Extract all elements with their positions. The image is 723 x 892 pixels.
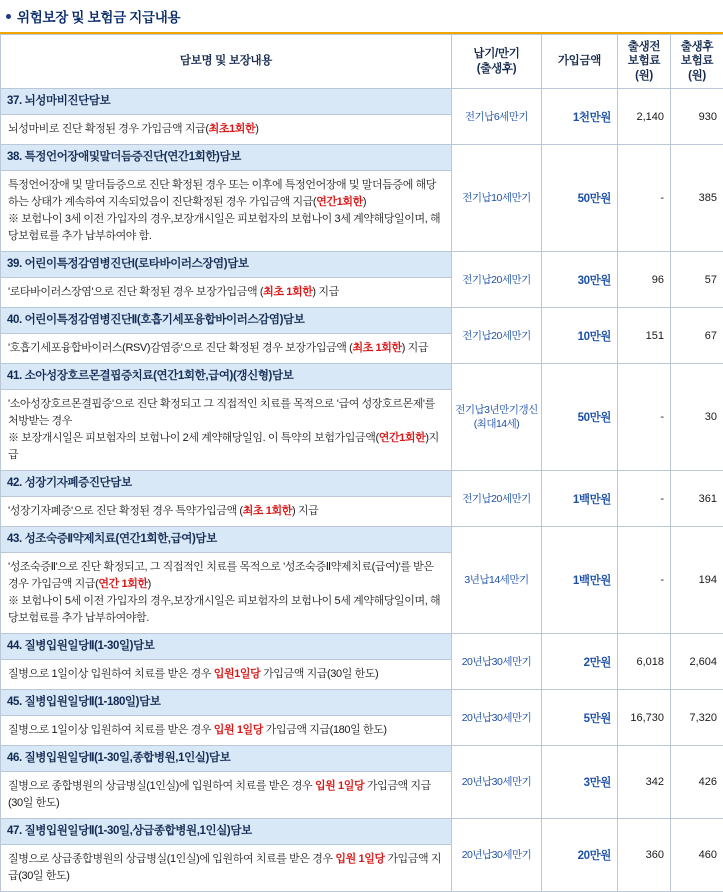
table-row bbox=[1, 746, 723, 772]
page-title: 위험보장 및 보험금 지급내용 bbox=[17, 6, 180, 26]
coverage-title: 47. 질병입원일당Ⅱ(1-30일,상급종합병원,1인실)담보 bbox=[1, 819, 452, 845]
premium-postbirth: 57 bbox=[671, 252, 723, 308]
coverage-description: '성조숙증Ⅱ'으로 진단 확정되고, 그 직접적인 치료를 목적으로 '성조숙증Ⅱ약제치료(급여)'를 받은 경우 가입금액 지급(연간 1회한) ※ 보험나이 5세 이전 가입자의 경우,보장개시일은 피보험자의 보험나이 5세 계약해당일이며, 해당보험료를 추가 납부하여야함. bbox=[1, 553, 452, 634]
coverage-amount: 1천만원 bbox=[542, 89, 618, 145]
coverage-description: 질병으로 상급종합병원의 상급병실(1인실)에 입원하여 치료를 받은 경우 입원 1일당 가입금액 지급(30일 한도) bbox=[1, 845, 452, 892]
coverage-description: '로타바이러스장염'으로 진단 확정된 경우 보장가입금액 (최초 1회한) 지급 bbox=[1, 278, 452, 308]
premium-postbirth: 930 bbox=[671, 89, 723, 145]
bullet-icon bbox=[6, 14, 11, 19]
table-row bbox=[1, 89, 723, 115]
coverage-description: 질병으로 1일이상 입원하여 치료를 받은 경우 입원1일당 가입금액 지급(30일 한도) bbox=[1, 660, 452, 690]
premium-postbirth: 426 bbox=[671, 746, 723, 819]
section-title-bar bbox=[0, 0, 723, 34]
coverage-term: 전기납6세만기 bbox=[452, 89, 542, 145]
premium-prebirth: - bbox=[618, 145, 671, 252]
coverage-amount: 1백만원 bbox=[542, 527, 618, 634]
coverage-rows bbox=[1, 89, 723, 892]
col-header-amount: 가입금액 bbox=[542, 35, 618, 89]
coverage-term: 20년납30세만기 bbox=[452, 746, 542, 819]
premium-prebirth: 96 bbox=[618, 252, 671, 308]
coverage-term: 전기납20세만기 bbox=[452, 252, 542, 308]
coverage-term: 전기납3년만기갱신 (최대14세) bbox=[452, 364, 542, 471]
table-row bbox=[1, 364, 723, 390]
coverage-title: 41. 소아성장호르몬결핍증치료(연간1회한,급여)(갱신형)담보 bbox=[1, 364, 452, 390]
table-row bbox=[1, 308, 723, 334]
coverage-description: 뇌성마비로 진단 확정된 경우 가입금액 지급(최초1회한) bbox=[1, 115, 452, 145]
coverage-title: 43. 성조숙증Ⅱ약제치료(연간1회한,급여)담보 bbox=[1, 527, 452, 553]
table-row bbox=[1, 252, 723, 278]
coverage-description: '호흡기세포융합바이러스(RSV)감염증'으로 진단 확정된 경우 보장가입금액 (최초 1회한) 지급 bbox=[1, 334, 452, 364]
premium-postbirth: 30 bbox=[671, 364, 723, 471]
premium-prebirth: - bbox=[618, 527, 671, 634]
coverage-amount: 1백만원 bbox=[542, 471, 618, 527]
coverage-term: 전기납20세만기 bbox=[452, 471, 542, 527]
coverage-title: 40. 어린이특정감염병진단Ⅱ(호흡기세포융합바이러스감염)담보 bbox=[1, 308, 452, 334]
coverage-term: 전기납10세만기 bbox=[452, 145, 542, 252]
coverage-term: 20년납30세만기 bbox=[452, 634, 542, 690]
coverage-description: 질병으로 1일이상 입원하여 치료를 받은 경우 입원 1일당 가입금액 지급(180일 한도) bbox=[1, 716, 452, 746]
premium-postbirth: 361 bbox=[671, 471, 723, 527]
table-row bbox=[1, 471, 723, 497]
premium-postbirth: 194 bbox=[671, 527, 723, 634]
coverage-term: 전기납20세만기 bbox=[452, 308, 542, 364]
coverage-title: 37. 뇌성마비진단담보 bbox=[1, 89, 452, 115]
table-header-row bbox=[1, 35, 723, 89]
table-row bbox=[1, 634, 723, 660]
coverage-title: 45. 질병입원일당Ⅱ(1-180일)담보 bbox=[1, 690, 452, 716]
coverage-description: '소아성장호르몬결핍증'으로 진단 확정되고 그 직접적인 치료를 목적으로 '급여 성장호르몬제'를 처방받는 경우 ※ 보장개시일은 피보험자의 보험나이 2세 계약해당일임. 이 특약의 보험가입금액(연간1회한)지급 bbox=[1, 390, 452, 471]
coverage-description: 특정언어장애 및 말더듬증으로 진단 확정된 경우 또는 이후에 특정언어장애 및 말더듬증에 해당하는 상태가 계속하여 지속되었음이 진단확정된 경우 가입금액 지급(연간1회한) ※ 보험나이 3세 이전 가입자의 경우,보장개시일은 피보험자의 보험나이 3세 계약해당일이며, 해당보험료를 추가 납부하여야 함. bbox=[1, 171, 452, 252]
premium-postbirth: 385 bbox=[671, 145, 723, 252]
coverage-amount: 20만원 bbox=[542, 819, 618, 892]
premium-prebirth: 360 bbox=[618, 819, 671, 892]
premium-prebirth: 16,730 bbox=[618, 690, 671, 746]
coverage-amount: 3만원 bbox=[542, 746, 618, 819]
coverage-amount: 30만원 bbox=[542, 252, 618, 308]
coverage-table bbox=[0, 34, 723, 892]
premium-postbirth: 2,604 bbox=[671, 634, 723, 690]
premium-prebirth: - bbox=[618, 364, 671, 471]
coverage-title: 42. 성장기자폐증진단담보 bbox=[1, 471, 452, 497]
premium-postbirth: 7,320 bbox=[671, 690, 723, 746]
premium-prebirth: 342 bbox=[618, 746, 671, 819]
col-header-name: 담보명 및 보장내용 bbox=[1, 35, 452, 89]
table-row bbox=[1, 527, 723, 553]
coverage-title: 46. 질병입원일당Ⅱ(1-30일,종합병원,1인실)담보 bbox=[1, 746, 452, 772]
coverage-amount: 50만원 bbox=[542, 145, 618, 252]
premium-postbirth: 460 bbox=[671, 819, 723, 892]
coverage-term: 20년납30세만기 bbox=[452, 690, 542, 746]
coverage-description: 질병으로 종합병원의 상급병실(1인실)에 입원하여 치료를 받은 경우 입원 1일당 가입금액 지급 (30일 한도) bbox=[1, 772, 452, 819]
premium-postbirth: 67 bbox=[671, 308, 723, 364]
table-row bbox=[1, 145, 723, 171]
coverage-title: 44. 질병입원일당Ⅱ(1-30일)담보 bbox=[1, 634, 452, 660]
premium-prebirth: 2,140 bbox=[618, 89, 671, 145]
table-row bbox=[1, 690, 723, 716]
col-header-premium-prebirth: 출생전 보험료(원) bbox=[618, 35, 671, 89]
coverage-term: 20년납30세만기 bbox=[452, 819, 542, 892]
coverage-amount: 5만원 bbox=[542, 690, 618, 746]
premium-prebirth: 151 bbox=[618, 308, 671, 364]
col-header-term: 납기/만기 (출생후) bbox=[452, 35, 542, 89]
coverage-amount: 50만원 bbox=[542, 364, 618, 471]
coverage-term: 3년납14세만기 bbox=[452, 527, 542, 634]
coverage-title: 38. 특정언어장애및말더듬증진단(연간1회한)담보 bbox=[1, 145, 452, 171]
table-row bbox=[1, 819, 723, 845]
premium-prebirth: - bbox=[618, 471, 671, 527]
coverage-amount: 2만원 bbox=[542, 634, 618, 690]
col-header-premium-postbirth: 출생후 보험료(원) bbox=[671, 35, 723, 89]
premium-prebirth: 6,018 bbox=[618, 634, 671, 690]
coverage-title: 39. 어린이특정감염병진단Ⅰ(로타바이러스장염)담보 bbox=[1, 252, 452, 278]
coverage-description: '성장기자폐증'으로 진단 확정된 경우 특약가입금액 (최초 1회한) 지급 bbox=[1, 497, 452, 527]
coverage-amount: 10만원 bbox=[542, 308, 618, 364]
